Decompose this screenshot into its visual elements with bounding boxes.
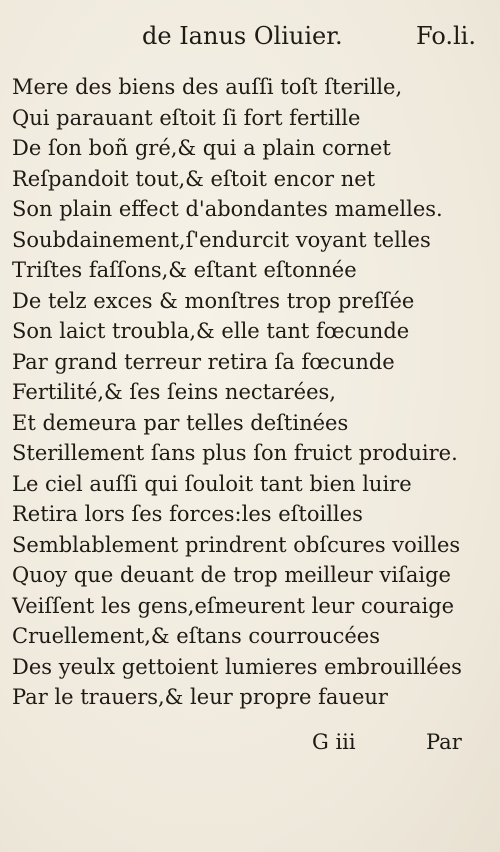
verse-line: Son plain effect d'abondantes mamelles. [12,197,443,221]
verse-line: Le ciel auſſi qui ſouloit tant bien luire [12,471,412,496]
signature-mark: G iii [312,730,356,754]
page-footer [0,730,500,764]
verse-line: Par le trauers,& leur propre faueur [12,685,388,709]
verse-line: Quoy que deuant de trop meilleur viſaige [12,563,451,587]
verse-line: Retira lors ſes forces:les eſtoilles [12,502,363,526]
verse-line: Qui parauant eſtoit ſi fort fertille [12,105,361,130]
verse-line: Et demeura par telles deſtinées [12,410,349,435]
verse-line: De ſon boñ gré,& qui a plain cornet [12,136,391,160]
verse-line: Semblablement prindrent obſcures voilles [12,532,461,557]
verse-block [12,72,482,713]
verse-line: Veiſſent les gens,eſmeurent leur couraige [12,593,455,618]
page-header [0,22,500,56]
verse-line: Mere des biens des auſſi toſt ſterille, [12,75,403,99]
verse-line: Par grand terreur retira ſa fœcunde [12,349,395,374]
verse-line: Reſpandoit tout,& eſtoit encor net [12,166,376,191]
catchword: Par [426,730,462,754]
verse-line: Sterillement ſans plus ſon fruict produire. [12,441,458,465]
running-title: de Ianus Oliuier. [142,22,343,50]
verse-line: Triſtes faſſons,& eſtant eſtonnée [12,258,357,282]
verse-line: Son laict troubla,& elle tant fœcunde [12,319,410,343]
folio-number: Fo.li. [416,22,476,50]
verse-line: Des yeulx gettoient lumieres embrouillées [12,654,462,679]
verse-line: Cruellement,& eſtans courroucées [12,624,380,648]
verse-line: Soubdainement,ſ'endurcit voyant telles [12,227,431,252]
verse-line: De telz exces & monſtres trop preſſée [12,288,415,313]
verse-line: Fertilité,& ſes ſeins nectarées, [12,380,336,404]
